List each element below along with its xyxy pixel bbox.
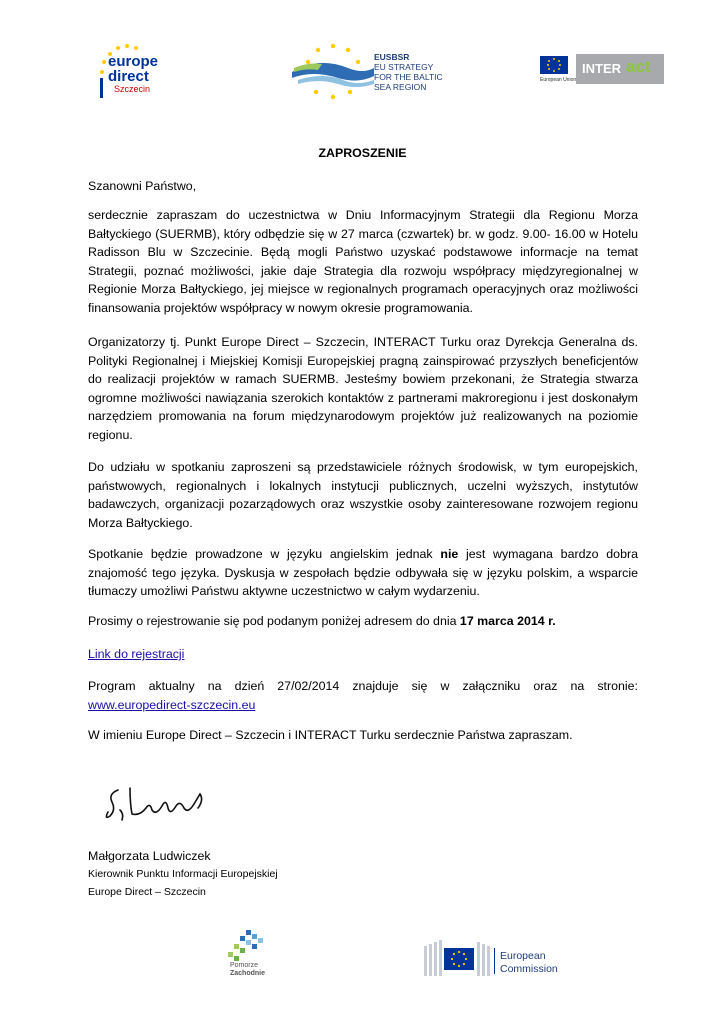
eusbsr-line3: FOR THE BALTIC [374,72,443,82]
europe-direct-line2: direct [108,68,149,85]
eusbsr-logo [288,42,478,102]
eu-label: European Union [540,77,577,83]
paragraph-4-bold: nie [440,547,459,561]
commission-line2: Commission [500,963,558,975]
signatory-role: Kierownik Punktu Informacji Europejskiej [88,868,278,880]
interact-wordmark [576,54,664,84]
europe-direct-city: Szczecin [114,84,151,94]
greeting: Szanowni Państwo, [88,179,197,193]
paragraph-3-text: Do udziału w spotkaniu zaproszeni są przedstawiciele różnych środowisk, w tym europejskich, państwowych, regionalnych i lokalnych instytucji publicznych, uczelni wyższych, instytutów badawczych, organizacji pozarządowych oraz wszystkie osoby zainteresowane rozwojem regionu Morza Bałtyckiego. [88,460,638,530]
paragraph-5-a: Prosimy o rejestrowanie się pod podanym poniżej adresem do dnia [88,614,460,628]
baltic-sea-emblem-icon [288,42,378,102]
pomorze-mosaic-icon [216,928,276,964]
europe-direct-line1: europe [108,53,159,70]
paragraph-6-a: Program aktualny na dzień 27/02/2014 znajduje się w załączniku oraz na stronie: [88,679,638,693]
paragraph-1: serdecznie zapraszam do uczestnictwa w Dniu Informacyjnym Strategii dla Regionu Morza Bałtyckiego (SUERMB), który odbędzie się w 27 marca (czwartek) br. w godz. 9.00- 16.00 w Hotelu Radisson Blu w Szczecinie. Będą mogli Państwo uzyskać podstawowe informacje na temat Strategii, poznać możliwości, jakie daje Strategia dla rozwoju współpracy międzyregionalnej w Regionie Morza Bałtyckiego, jej miejsce w regionalnych programach operacyjnych oraz możliwości finansowania projektów współpracy w nowym okresie programowania. [88,208,638,315]
pomorze-zachodnie-logo [216,928,276,980]
paragraph-3 [88,458,638,532]
interact-name-a: INTER [582,61,621,76]
commission-eu-flag-icon [444,948,474,970]
signatory-name: Małgorzata Ludwiczek [88,849,211,863]
paragraph-4-a: Spotkanie będzie prowadzone w języku angielskim jednak [88,547,441,561]
pomorze-line1: Pomorze [230,962,259,969]
european-commission-logo [424,938,564,980]
commission-line1: European [500,950,546,962]
registration-link[interactable]: Link do rejestracji [88,647,185,661]
paragraph-7: W imieniu Europe Direct – Szczecin i INTERACT Turku serdecznie Państwa zapraszam. [88,728,573,742]
paragraph-5-bold: 17 marca 2014 r. [459,614,556,628]
pomorze-line2: Zachodnie [230,970,266,977]
paragraph-6 [88,677,638,714]
eusbsr-line1: EUSBSR [374,52,410,62]
eu-flag-icon [540,56,568,74]
paragraph-2: Organizatorzy tj. Punkt Europe Direct – Szczecin, INTERACT Turku oraz Dyrekcja Generalna ds. Polityki Regionalnej i Miejskiej Komisji Europejskiej pragną zainspirować przyszłych beneficjentów do realizacji projektów w ramach SUERMB. Jesteśmy bowiem przekonani, że Strategia stwarza ogromne możliwości nawiązania szerokich kontaktów z partnerami makroregionu i jest doskonałym narzędziem promowania na forum międzynarodowym projektów już realizowanych na poziomie regionu. [88,335,638,442]
signatory-org: Europe Direct – Szczecin [88,886,206,898]
handwritten-signature [100,780,220,830]
paragraph-4 [88,545,638,601]
interact-logo [538,54,666,86]
website-link[interactable]: www.europedirect-szczecin.eu [88,697,256,712]
europe-direct-logo [96,42,176,102]
paragraph-5 [88,612,638,631]
interact-name-b: act [626,57,651,76]
registration-paragraph [88,645,638,664]
paragraph-4-b: jest wymagana bardzo dobra znajomość tego języka. Dyskusja w zespołach będzie odbywała się w języku polskim, a wsparcie tłumaczy umożliwi Państwu aktywne uczestnictwo w całym wydarzeniu. [88,547,638,599]
commission-divider [494,948,495,974]
eusbsr-line2: EU STRATEGY [374,62,434,72]
eusbsr-line4: SEA REGION [374,82,427,92]
letter-title: ZAPROSZENIE [318,146,407,160]
